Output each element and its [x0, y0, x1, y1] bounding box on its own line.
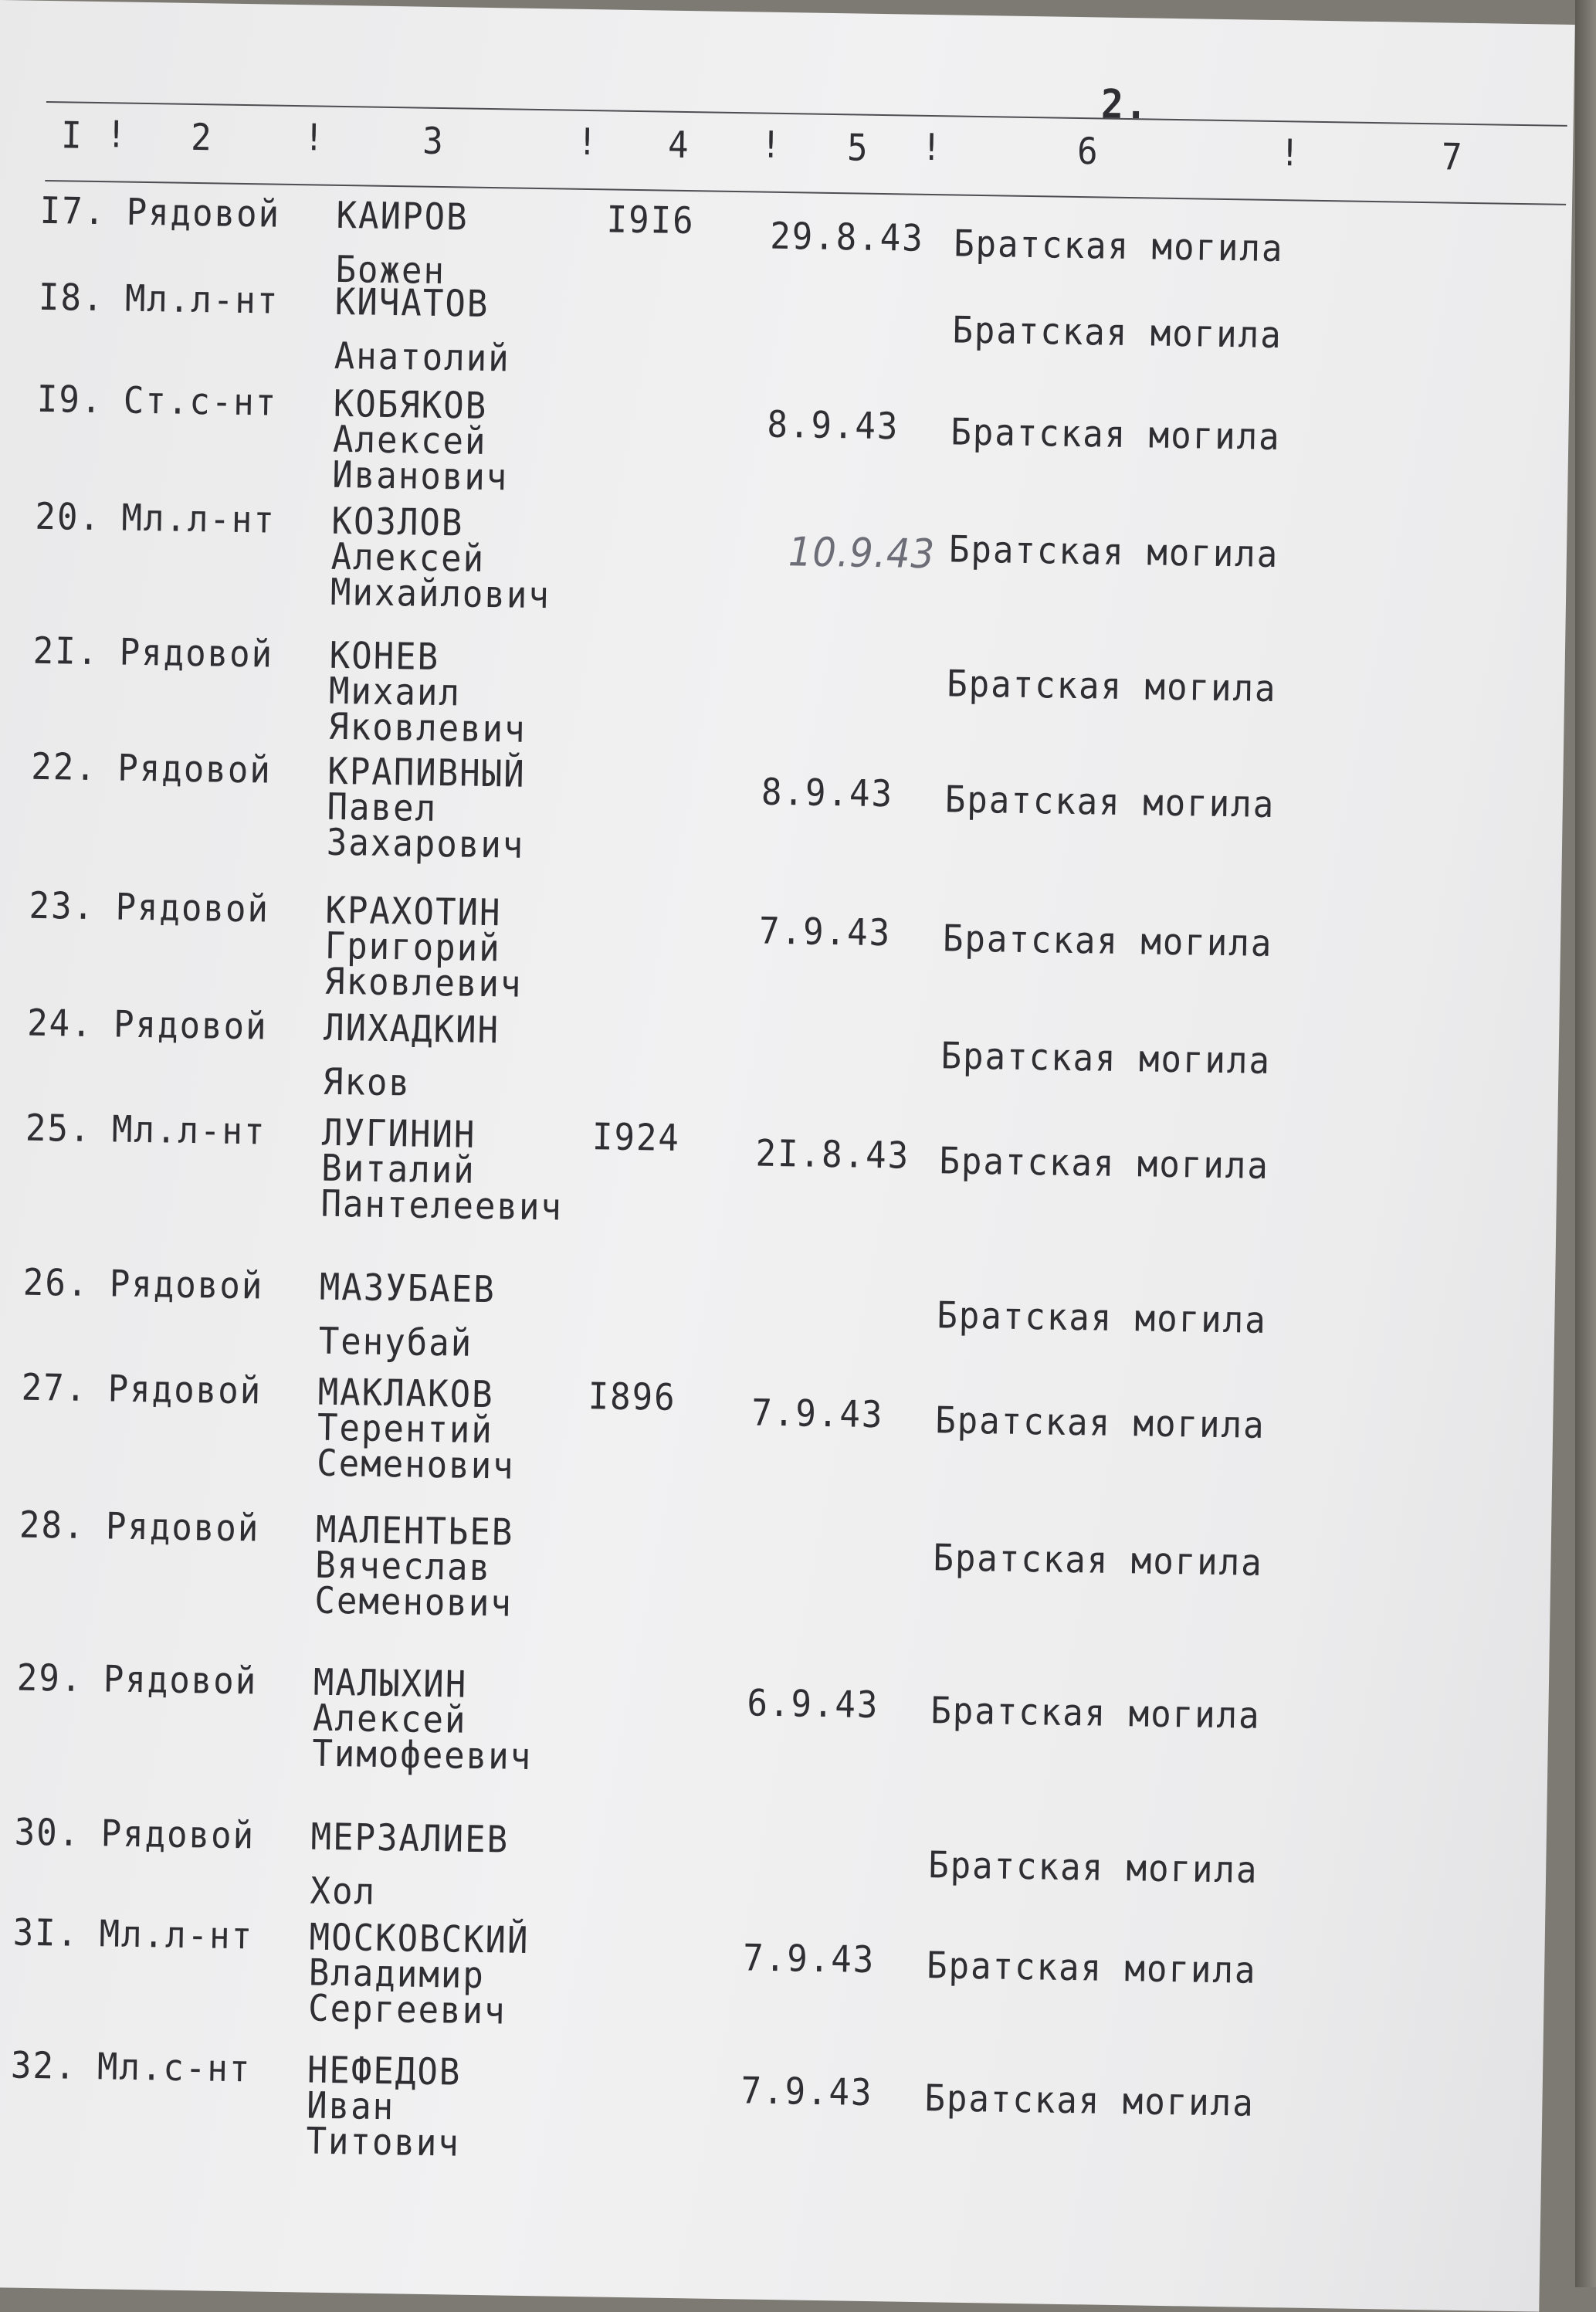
date-cell: 2I.8.43 — [755, 1132, 910, 1178]
surname: МАЛЫХИН — [313, 1661, 468, 1707]
rank-cell: Мл.л-нт — [124, 277, 280, 323]
surname: КИЧАТОВ — [334, 280, 490, 326]
patronymic: Тимофеевич — [311, 1732, 533, 1778]
rank-cell: Рядовой — [109, 1263, 264, 1308]
row-number: 25. — [25, 1107, 92, 1151]
column-header-3: 3 — [422, 120, 446, 163]
surname: КРАХОТИН — [325, 889, 502, 935]
header-top-rule — [46, 101, 1567, 127]
row-number: 30. — [14, 1811, 81, 1855]
burial-place-cell: Братская могила — [942, 917, 1273, 965]
date-cell: 6.9.43 — [747, 1682, 879, 1727]
patronymic: Михайлович — [330, 571, 551, 618]
column-header-1: I — [60, 114, 84, 158]
first-name: Яков — [322, 1060, 412, 1105]
date-cell: 7.9.43 — [758, 910, 892, 955]
burial-place-cell: Братская могила — [946, 663, 1277, 710]
rank-cell: Рядовой — [113, 1003, 269, 1049]
date-cell: 7.9.43 — [742, 1937, 876, 1981]
row-number: 28. — [19, 1503, 86, 1548]
column-separator: ! — [920, 126, 944, 170]
burial-place-cell: Братская могила — [933, 1536, 1264, 1585]
row-number: I7. — [39, 189, 107, 234]
first-name: Владимир — [308, 1951, 486, 1998]
patronymic: Пантелеевич — [320, 1182, 564, 1229]
table-row — [0, 0, 1575, 293]
patronymic: Яковлевич — [324, 960, 523, 1006]
surname: КОНЕВ — [329, 634, 440, 679]
date-cell: 7.9.43 — [740, 2070, 873, 2114]
burial-place-cell: Братская могила — [940, 1035, 1272, 1083]
surname: МАЗУБАЕВ — [319, 1266, 496, 1312]
patronymic: Титович — [306, 2120, 461, 2165]
first-name: Алексей — [330, 535, 486, 581]
first-name: Тенубай — [318, 1320, 473, 1365]
burial-place-cell: Братская могила — [944, 778, 1276, 826]
column-separator: ! — [105, 113, 129, 157]
first-name: Алексей — [312, 1697, 467, 1742]
row-number: 24. — [26, 1002, 94, 1046]
row-number: 3I. — [12, 1911, 80, 1955]
rank-cell: Мл.с-нт — [97, 2046, 252, 2091]
burial-place-cell: Братская могила — [926, 1944, 1257, 1992]
birth-year-cell: I896 — [588, 1375, 677, 1419]
rank-cell: Рядовой — [115, 886, 270, 931]
surname: КРАПИВНЫЙ — [327, 750, 527, 796]
column-separator: ! — [576, 120, 600, 164]
first-name: Анатолий — [334, 334, 511, 381]
burial-place-cell: Братская могила — [936, 1294, 1268, 1342]
date-cell: 8.9.43 — [767, 403, 900, 449]
date-cell: 29.8.43 — [769, 215, 925, 260]
patronymic: Семенович — [316, 1442, 516, 1488]
row-number: 27. — [21, 1366, 88, 1410]
first-name: Терентий — [317, 1406, 494, 1453]
page-number: 2. — [1100, 81, 1150, 129]
surname: КОЗЛОВ — [331, 500, 464, 545]
background-edge — [1575, 0, 1596, 2287]
row-number: 2I. — [32, 629, 100, 673]
rank-cell: Рядовой — [126, 191, 281, 236]
burial-place-cell: Братская могила — [939, 1140, 1270, 1188]
surname: КАИРОВ — [336, 194, 469, 239]
first-name: Михаил — [328, 670, 462, 715]
burial-place-cell: Братская могила — [924, 2076, 1255, 2125]
column-header-7: 7 — [1441, 136, 1464, 179]
row-number: 20. — [35, 495, 102, 539]
column-separator: ! — [1279, 131, 1303, 175]
column-header-row — [0, 0, 1575, 179]
column-header-4: 4 — [667, 124, 691, 167]
surname: НЕФЕДОВ — [307, 2049, 462, 2094]
surname: МАЛЕНТЬЕВ — [315, 1508, 514, 1554]
burial-place-cell: Братская могила — [950, 411, 1282, 459]
rank-cell: Мл.л-нт — [111, 1108, 266, 1154]
rank-cell: Рядовой — [103, 1658, 258, 1703]
patronymic: Семенович — [314, 1579, 513, 1626]
first-name: Хол — [310, 1870, 377, 1914]
surname: МАКЛАКОВ — [317, 1371, 495, 1417]
row-number: 23. — [29, 884, 96, 928]
row-number: I9. — [36, 378, 103, 422]
column-separator: ! — [760, 124, 784, 167]
burial-place-cell: Братская могила — [948, 528, 1279, 576]
surname: ЛУГИНИН — [321, 1111, 476, 1157]
burial-place-cell: Братская могила — [927, 1843, 1259, 1892]
surname: КОБЯКОВ — [333, 382, 488, 428]
column-header-5: 5 — [846, 127, 870, 170]
row-number: 22. — [30, 745, 98, 789]
burial-place-cell: Братская могила — [930, 1689, 1262, 1737]
column-separator: ! — [303, 116, 327, 160]
row-number: 26. — [22, 1261, 90, 1305]
first-name: Иван — [306, 2084, 395, 2129]
date-cell: 8.9.43 — [761, 771, 894, 816]
first-name: Павел — [327, 785, 438, 830]
rank-cell: Рядовой — [107, 1368, 263, 1413]
burial-place-cell: Братская могила — [952, 309, 1283, 357]
patronymic: Иванович — [331, 453, 509, 500]
rank-cell: Мл.л-нт — [121, 497, 276, 542]
surname: МОСКОВСКИЙ — [309, 1916, 530, 1962]
patronymic: Захарович — [326, 821, 525, 867]
rank-cell: Рядовой — [105, 1505, 260, 1551]
burial-place-cell: Братская могила — [934, 1399, 1266, 1447]
date-cell: 7.9.43 — [751, 1392, 884, 1437]
rank-cell: Рядовой — [119, 631, 274, 676]
rank-cell: Рядовой — [100, 1812, 256, 1858]
rank-cell: Мл.л-нт — [99, 1913, 254, 1958]
burial-place-cell: Братская могила — [953, 222, 1284, 270]
column-header-2: 2 — [190, 116, 214, 160]
first-name: Григорий — [324, 924, 502, 971]
first-name: Алексей — [332, 418, 487, 463]
surname: МЕРЗАЛИЕВ — [310, 1815, 510, 1862]
first-name: Божен — [335, 248, 446, 293]
row-number: 32. — [10, 2044, 77, 2088]
first-name: Виталий — [320, 1147, 476, 1192]
handwritten-date: 10.9.43 — [788, 528, 936, 578]
column-header-6: 6 — [1076, 130, 1100, 174]
patronymic: Сергеевич — [307, 1987, 507, 2033]
birth-year-cell: I9I6 — [606, 198, 696, 243]
surname: ЛИХАДКИН — [323, 1006, 500, 1053]
rank-cell: Рядовой — [117, 747, 273, 792]
rank-cell: Ст.с-нт — [123, 379, 278, 425]
patronymic: Яковлевич — [327, 705, 527, 751]
row-number: 29. — [16, 1656, 83, 1700]
row-number: I8. — [38, 276, 105, 320]
birth-year-cell: I924 — [591, 1115, 681, 1160]
first-name: Вячеслав — [314, 1544, 492, 1590]
